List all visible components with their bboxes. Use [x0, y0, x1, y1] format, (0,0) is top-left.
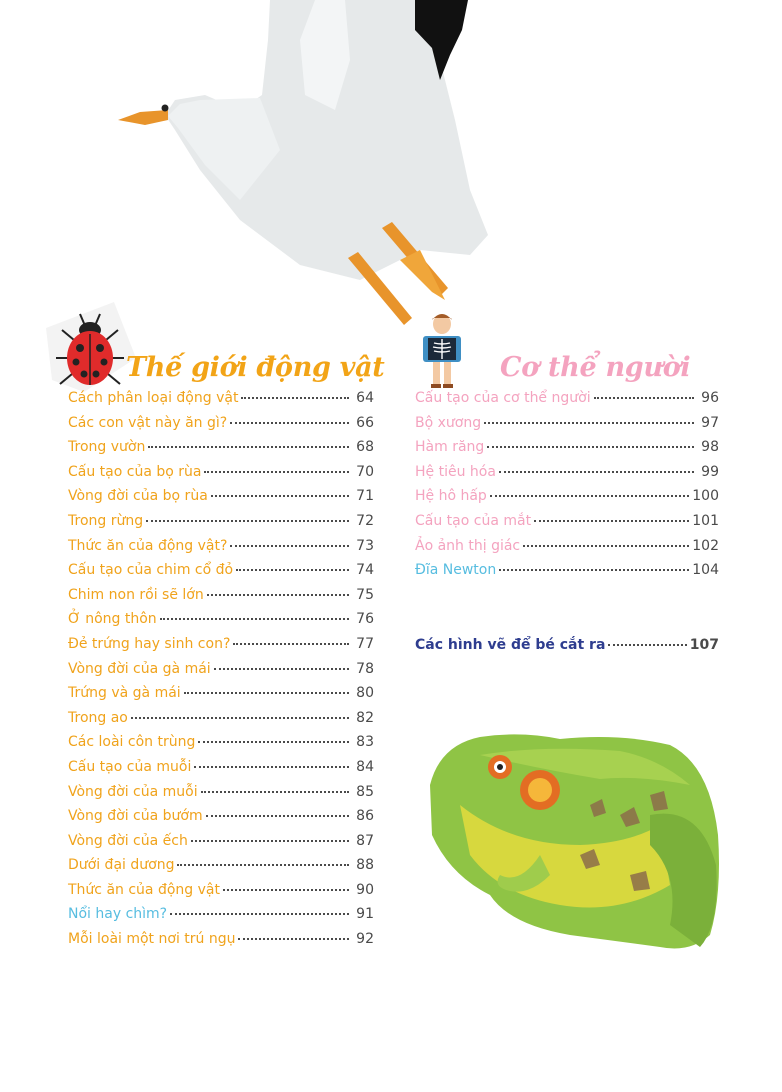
page-number: 96 — [701, 390, 719, 406]
dot-leader — [238, 938, 349, 940]
toc-entry[interactable]: Cấu tạo của mắt 101 — [415, 512, 719, 529]
toc-extra-list — [415, 637, 719, 662]
page-number: 70 — [356, 463, 374, 480]
dot-leader — [233, 643, 349, 645]
toc-entry[interactable]: Vòng đời của muỗi 85 — [68, 783, 374, 800]
toc-entry[interactable]: Đẻ trứng hay sinh con? 77 — [68, 635, 374, 652]
dot-leader — [214, 668, 349, 670]
frog-illustration — [420, 725, 730, 955]
toc-body-list — [415, 390, 719, 587]
section-heading-animals: Thế giới động vật — [126, 352, 385, 384]
page-number: 102 — [692, 537, 719, 554]
dot-leader — [211, 495, 349, 497]
dot-leader — [198, 741, 349, 743]
dot-leader — [608, 644, 686, 646]
page-number: 90 — [356, 881, 374, 898]
page-number: 64 — [356, 390, 374, 406]
toc-entry[interactable]: Hệ tiêu hóa 99 — [415, 463, 719, 480]
toc-entry[interactable]: Trong rừng 72 — [68, 512, 374, 529]
toc-entry[interactable]: Cấu tạo của chim cổ đỏ 74 — [68, 562, 374, 579]
toc-entry[interactable]: Cấu tạo của muỗi 84 — [68, 758, 374, 775]
dot-leader — [230, 422, 349, 424]
page-number: 86 — [356, 808, 374, 825]
toc-entry-cutouts[interactable]: Các hình vẽ để bé cắt ra 107 — [415, 637, 719, 653]
page-number: 78 — [356, 660, 374, 677]
page-number: 92 — [356, 931, 374, 948]
page-number: 83 — [356, 734, 374, 751]
page-number: 73 — [356, 537, 374, 554]
page-number: 71 — [356, 488, 374, 505]
page-number: 80 — [356, 685, 374, 702]
dot-leader — [170, 913, 349, 915]
dot-leader — [146, 520, 349, 522]
section-heading-body: Cơ thể người — [500, 352, 691, 384]
toc-entry[interactable]: Cấu tạo của cơ thể người 96 — [415, 390, 719, 406]
dot-leader — [534, 520, 689, 522]
dot-leader — [490, 495, 689, 497]
dot-leader — [201, 791, 349, 793]
page-number: 87 — [356, 832, 374, 849]
page-number: 68 — [356, 439, 374, 456]
toc-entry[interactable]: Chim non rồi sẽ lớn 75 — [68, 586, 374, 603]
toc-entry[interactable]: Vòng đời của ếch 87 — [68, 832, 374, 849]
toc-entry[interactable]: Các con vật này ăn gì? 66 — [68, 414, 374, 431]
toc-animals-list — [68, 390, 374, 956]
dot-leader — [148, 446, 349, 448]
toc-entry[interactable]: Thức ăn của động vật 90 — [68, 881, 374, 898]
dot-leader — [230, 545, 349, 547]
toc-entry[interactable]: Ảo ảnh thị giác 102 — [415, 537, 719, 554]
ladybug-illustration — [44, 300, 136, 395]
page-number: 66 — [356, 414, 374, 431]
toc-entry[interactable]: Hệ hô hấp 100 — [415, 488, 719, 505]
page-number: 101 — [692, 512, 719, 529]
page-number: 74 — [356, 562, 374, 579]
page-number: 77 — [356, 635, 374, 652]
dot-leader — [236, 569, 349, 571]
page-number: 88 — [356, 857, 374, 874]
dot-leader — [523, 545, 689, 547]
page-number: 99 — [701, 463, 719, 480]
toc-entry[interactable]: Các loài côn trùng 83 — [68, 734, 374, 751]
xray-boy-illustration — [420, 312, 464, 388]
dot-leader — [487, 446, 694, 448]
page-number: 85 — [356, 783, 374, 800]
toc-entry[interactable]: Mỗi loài một nơi trú ngụ 92 — [68, 931, 374, 948]
page-number: 100 — [692, 488, 719, 505]
dot-leader — [241, 397, 349, 399]
page-number: 91 — [356, 906, 374, 923]
page-number: 98 — [701, 439, 719, 456]
toc-entry[interactable]: Thức ăn của động vật? 73 — [68, 537, 374, 554]
dot-leader — [194, 766, 349, 768]
toc-entry[interactable]: Hàm răng 98 — [415, 439, 719, 456]
toc-entry[interactable]: Trong vườn 68 — [68, 439, 374, 456]
dot-leader — [191, 840, 349, 842]
toc-entry[interactable]: Vòng đời của bướm 86 — [68, 808, 374, 825]
toc-entry[interactable]: Trứng và gà mái 80 — [68, 685, 374, 702]
page-number: 82 — [356, 709, 374, 726]
toc-entry[interactable]: Cấu tạo của bọ rùa 70 — [68, 463, 374, 480]
dot-leader — [499, 569, 689, 571]
dot-leader — [160, 618, 349, 620]
dot-leader — [204, 471, 349, 473]
toc-entry[interactable]: Vòng đời của gà mái 78 — [68, 660, 374, 677]
toc-entry[interactable]: Ở nông thôn 76 — [68, 611, 374, 628]
dot-leader — [594, 397, 694, 399]
toc-entry[interactable]: Nổi hay chìm? 91 — [68, 906, 374, 923]
page-number: 107 — [689, 637, 719, 653]
seagull-illustration — [100, 0, 500, 330]
toc-entry[interactable]: Cách phân loại động vật 64 — [68, 390, 374, 406]
page-number: 75 — [356, 586, 374, 603]
dot-leader — [499, 471, 694, 473]
page-number: 97 — [701, 414, 719, 431]
page-number: 72 — [356, 512, 374, 529]
dot-leader — [177, 864, 349, 866]
toc-entry[interactable]: Trong ao 82 — [68, 709, 374, 726]
dot-leader — [206, 815, 349, 817]
toc-entry[interactable]: Đĩa Newton 104 — [415, 562, 719, 579]
page-number: 104 — [692, 562, 719, 579]
dot-leader — [207, 594, 349, 596]
dot-leader — [223, 889, 349, 891]
toc-entry[interactable]: Dưới đại dương 88 — [68, 857, 374, 874]
dot-leader — [131, 717, 349, 719]
dot-leader — [184, 692, 349, 694]
dot-leader — [484, 422, 694, 424]
page-number: 84 — [356, 758, 374, 775]
toc-entry[interactable]: Bộ xương 97 — [415, 414, 719, 431]
toc-entry[interactable]: Vòng đời của bọ rùa 71 — [68, 488, 374, 505]
page-number: 76 — [356, 611, 374, 628]
